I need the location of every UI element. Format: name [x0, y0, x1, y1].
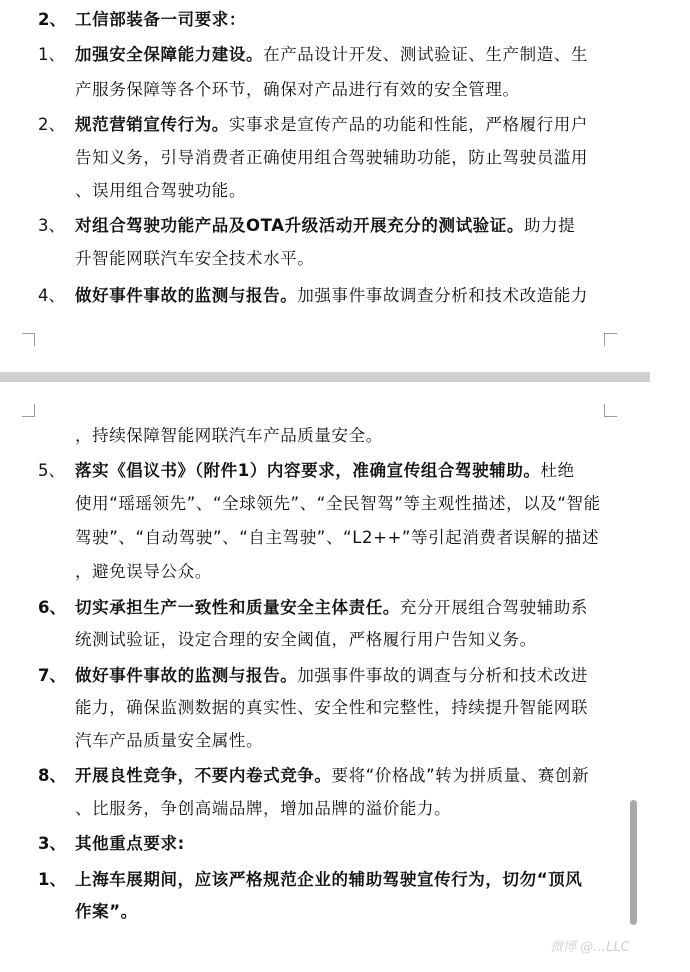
body-text: 杜绝	[540, 461, 575, 480]
page-gap	[0, 372, 650, 382]
emphasis-text: 对组合驾驶功能产品及OTA升级活动开展充分的测试验证。	[75, 216, 524, 235]
list-item-line	[75, 729, 263, 753]
body-text: 使用“瑶瑶领先”、“全球领先”、“全民智驾”等主观性描述，以及“智能	[75, 494, 601, 513]
list-item-line	[75, 113, 588, 137]
body-text: 产服务保障等各个环节，确保对产品进行有效的安全管理。	[75, 80, 520, 99]
body-text: 在产品设计开发、测试验证、生产制造、生	[263, 45, 589, 64]
body-text: 加强事件事故的调查与分析和技术改进	[297, 666, 589, 685]
section-heading: 其他重点要求:	[75, 834, 185, 853]
list-item-number: 2、	[38, 115, 65, 134]
list-item-line: 上海车展期间，应该严格规范企业的辅助驾驶宣传行为，切勿“顶风	[75, 870, 583, 889]
body-text: 驾驶”、“自动驾驶”、“自主驾驶”、“L2++”等引起消费者误解的描述	[75, 528, 600, 547]
emphasis-text: 落实《倡议书》（附件1）内容要求，准确宣传组合驾驶辅助。	[75, 461, 541, 480]
list-item-line: 作案”。	[75, 902, 138, 921]
body-text: 、误用组合驾驶功能。	[75, 181, 246, 200]
section-heading: 工信部装备一司要求：	[75, 10, 246, 29]
list-item-line	[75, 214, 575, 238]
body-text: ，避免误导公众。	[75, 562, 212, 581]
body-text: 告知义务，引导消费者正确使用组合驾驶辅助功能，防止驾驶员滥用	[75, 148, 588, 167]
list-item-line	[75, 459, 575, 483]
emphasis-text: 做好事件事故的监测与报告。	[75, 286, 298, 305]
section-number: 2、	[38, 10, 66, 29]
list-item-line	[75, 492, 601, 516]
vertical-scrollbar[interactable]	[630, 800, 637, 925]
continuation-line: ，持续保障智能网联汽车产品质量安全。	[75, 426, 383, 445]
body-text: 、比服务，争创高端品牌，增加品牌的溢价能力。	[75, 799, 452, 818]
page-corner-mark	[604, 404, 617, 417]
emphasis-text: 切实承担生产一致性和质量安全主体责任。	[75, 598, 400, 617]
watermark-text: 微博 @…LLC	[550, 940, 630, 955]
body-text: 助力提	[523, 216, 576, 235]
list-item-number: 3、	[38, 216, 65, 235]
list-item-number: 8、	[38, 766, 66, 785]
emphasis-text: 做好事件事故的监测与报告。	[75, 666, 298, 685]
list-item-line	[75, 146, 588, 170]
list-item-number: 5、	[38, 461, 65, 480]
body-text: 升智能网联汽车安全技术水平。	[75, 249, 315, 268]
body-text: 汽车产品质量安全属性。	[75, 731, 264, 750]
list-item-line	[75, 764, 589, 788]
body-text: 能力，确保监测数据的真实性、安全性和完整性，持续提升智能网联	[75, 698, 588, 717]
body-text: 要将“价格战”转为拼质量、赛创新	[331, 766, 590, 785]
emphasis-text: 规范营销宣传行为。	[75, 115, 229, 134]
list-item-line	[75, 284, 588, 308]
body-text: 统测试验证，设定合理的安全阈值，严格履行用户告知义务。	[75, 630, 537, 649]
page-corner-mark	[604, 333, 617, 346]
list-item-number: 1、	[38, 45, 65, 64]
list-item-line	[75, 797, 451, 821]
list-item-line	[75, 526, 599, 550]
list-item-line	[75, 43, 588, 67]
list-item-number: 6、	[38, 598, 66, 617]
page-corner-mark	[22, 333, 35, 346]
list-item-line	[75, 78, 520, 102]
list-item-line	[75, 560, 212, 584]
list-item-line	[75, 179, 246, 203]
emphasis-text: 加强安全保障能力建设。	[75, 45, 264, 64]
list-item-number: 7、	[38, 666, 66, 685]
list-item-line	[75, 247, 314, 271]
page-corner-mark	[22, 404, 35, 417]
list-item-line	[75, 696, 588, 720]
section-number: 3、	[38, 834, 66, 853]
body-text: 充分开展组合驾驶辅助系	[399, 598, 589, 617]
list-item-number: 4、	[38, 286, 65, 305]
list-item-line	[75, 596, 588, 620]
body-text: 实事求是宣传产品的功能和性能，严格履行用户	[228, 115, 589, 134]
body-text: 加强事件事故调查分析和技术改造能力	[297, 286, 589, 305]
list-item-line	[75, 628, 537, 652]
emphasis-text: 开展良性竞争，不要内卷式竞争。	[75, 766, 332, 785]
list-item-line	[75, 664, 588, 688]
list-item-number: 1、	[38, 870, 66, 889]
